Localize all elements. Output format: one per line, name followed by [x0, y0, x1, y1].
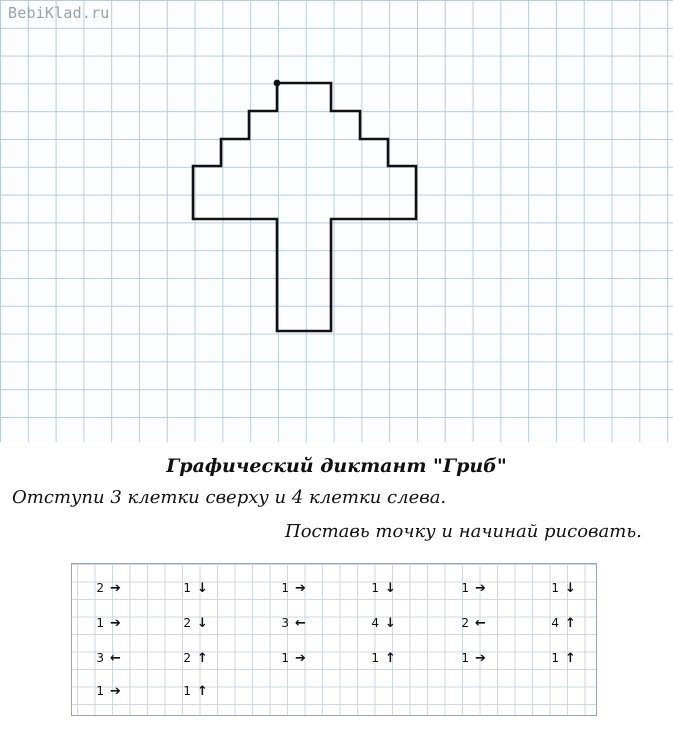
step-count: 1	[461, 651, 469, 665]
arrow-up-icon: ↑	[197, 684, 208, 699]
step-count: 1	[551, 651, 559, 665]
arrow-up-icon: ↑	[385, 651, 396, 666]
arrow-left-icon: ←	[295, 616, 306, 631]
dictation-step	[267, 651, 327, 669]
arrow-left-icon: ←	[110, 651, 121, 666]
arrow-right-icon: ➔	[295, 581, 306, 596]
dictation-step	[82, 684, 142, 702]
dictation-table	[71, 563, 597, 716]
step-count: 1	[183, 684, 191, 698]
step-count: 1	[461, 581, 469, 595]
step-count: 1	[371, 581, 379, 595]
step-count: 1	[96, 616, 104, 630]
arrow-right-icon: ➔	[475, 651, 486, 666]
dictation-step	[169, 581, 229, 599]
arrow-right-icon: ➔	[110, 616, 121, 631]
arrow-down-icon: ↓	[565, 581, 576, 596]
step-count: 3	[281, 616, 289, 630]
dictation-step	[537, 581, 597, 599]
step-count: 1	[281, 651, 289, 665]
dictation-step	[169, 651, 229, 669]
start-point	[274, 80, 281, 87]
step-count: 4	[551, 616, 559, 630]
watermark: BebiKlad.ru	[8, 4, 110, 22]
dictation-step	[537, 616, 597, 634]
arrow-left-icon: ←	[475, 616, 486, 631]
arrow-down-icon: ↓	[197, 581, 208, 596]
arrow-down-icon: ↓	[197, 616, 208, 631]
dictation-step	[267, 616, 327, 634]
arrow-up-icon: ↑	[565, 616, 576, 631]
dictation-step	[82, 616, 142, 634]
step-count: 1	[371, 651, 379, 665]
step-count: 2	[183, 651, 191, 665]
step-count: 1	[183, 581, 191, 595]
dictation-step	[169, 616, 229, 634]
arrow-down-icon: ↓	[385, 616, 396, 631]
step-count: 3	[96, 651, 104, 665]
dictation-step	[357, 651, 417, 669]
arrow-down-icon: ↓	[385, 581, 396, 596]
dictation-step	[447, 616, 507, 634]
arrow-right-icon: ➔	[110, 684, 121, 699]
arrow-up-icon: ↑	[197, 651, 208, 666]
mushroom-outline	[193, 83, 416, 331]
step-count: 4	[371, 616, 379, 630]
dictation-step	[267, 581, 327, 599]
arrow-up-icon: ↑	[565, 651, 576, 666]
dictation-step	[537, 651, 597, 669]
dictation-step	[447, 581, 507, 599]
dictation-step	[357, 616, 417, 634]
step-count: 1	[281, 581, 289, 595]
instruction-indent: Отступи 3 клетки сверху и 4 клетки слева.	[12, 487, 447, 508]
dictation-step	[357, 581, 417, 599]
arrow-right-icon: ➔	[110, 581, 121, 596]
page-title: Графический диктант "Гриб"	[166, 455, 507, 477]
step-count: 2	[461, 616, 469, 630]
step-count: 1	[96, 684, 104, 698]
dictation-step	[447, 651, 507, 669]
arrow-right-icon: ➔	[475, 581, 486, 596]
dictation-step	[169, 684, 229, 702]
step-count: 1	[551, 581, 559, 595]
arrow-right-icon: ➔	[295, 651, 306, 666]
instruction-start: Поставь точку и начинай рисовать.	[285, 521, 642, 542]
dictation-step	[82, 651, 142, 669]
dictation-step	[82, 581, 142, 599]
step-count: 2	[183, 616, 191, 630]
step-count: 2	[96, 581, 104, 595]
